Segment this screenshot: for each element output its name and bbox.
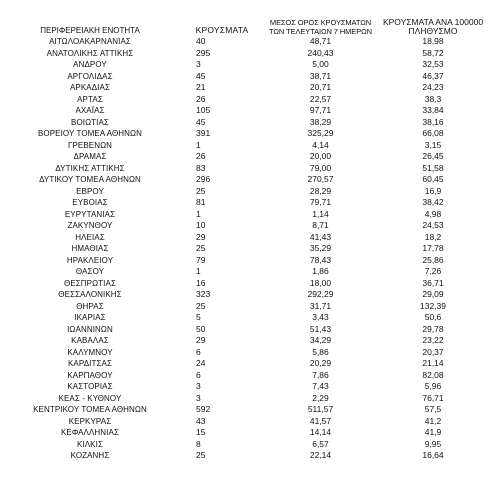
avg-cell: 7,43 — [312, 381, 329, 392]
per100k-cell: 41,9 — [424, 427, 442, 438]
per100k-cell: 17,78 — [422, 243, 444, 254]
cases-cell: 25 — [196, 185, 206, 196]
region-cell: ΔΡΑΜΑΣ — [73, 152, 107, 162]
region-cell: ΚΕΡΚΥΡΑΣ — [68, 416, 112, 426]
table-row — [2, 163, 491, 175]
header-region: ΠΕΡΙΦΕΡΕΙΑΚΗ ΕΝΟΤΗΤΑ — [40, 26, 140, 35]
avg-cell: 14,14 — [309, 427, 332, 438]
region-cell: ΙΚΑΡΙΑΣ — [74, 313, 106, 323]
table-row — [2, 381, 491, 393]
avg-cell: 18,00 — [309, 277, 332, 288]
cases-cell: 16 — [196, 277, 206, 288]
table-row — [2, 312, 491, 324]
header-cases: ΚΡΟΥΣΜΑΤΑ — [195, 25, 249, 35]
region-cell: ΘΕΣΠΡΩΤΙΑΣ — [64, 278, 116, 288]
table-row — [2, 243, 491, 255]
per100k-cell: 16,9 — [424, 185, 442, 196]
cases-cell: 1 — [196, 266, 201, 277]
cases-cell: 50 — [196, 323, 206, 334]
avg-cell: 41,57 — [309, 415, 332, 426]
avg-cell: 22,14 — [309, 450, 332, 461]
table-row — [2, 71, 491, 83]
avg-cell: 51,43 — [309, 323, 332, 334]
table-body — [2, 36, 491, 462]
avg-cell: 1,14 — [312, 208, 329, 219]
avg-cell: 270,57 — [307, 174, 334, 185]
region-cell: ΚΑΛΥΜΝΟΥ — [67, 347, 113, 357]
region-cell: ΒΟΡΕΙΟΥ ΤΟΜΕΑ ΑΘΗΝΩΝ — [37, 129, 143, 139]
table-row — [2, 48, 491, 60]
table-row — [2, 439, 491, 451]
per100k-cell: 25,86 — [422, 254, 444, 265]
region-cell: ΚΟΖΑΝΗΣ — [70, 451, 110, 461]
avg-cell: 5,00 — [312, 59, 329, 70]
table-row — [2, 174, 491, 186]
cases-cell: 25 — [196, 300, 206, 311]
per100k-cell: 18,2 — [424, 231, 442, 242]
cases-cell: 45 — [196, 116, 206, 127]
cases-cell: 25 — [196, 450, 206, 461]
region-cell: ΑΡΓΟΛΙΔΑΣ — [67, 71, 113, 81]
region-cell: ΗΡΑΚΛΕΙΟΥ — [66, 255, 114, 265]
table-row — [2, 266, 491, 278]
avg-cell: 292,29 — [307, 289, 334, 300]
header-cases-per-100k — [375, 6, 491, 36]
header-per100k-line2: ΠΛΗΘΥΣΜΟ — [408, 26, 458, 36]
table-row — [2, 197, 491, 209]
region-cell: ΑΙΤΩΛΟΑΚΑΡΝΑΝΙΑΣ — [49, 37, 131, 47]
cases-cell: 43 — [196, 415, 206, 426]
per100k-cell: 60,45 — [422, 174, 444, 185]
region-cell: ΔΥΤΙΚΟΥ ΤΟΜΕΑ ΑΘΗΝΩΝ — [39, 175, 141, 185]
covid-cases-table — [2, 6, 491, 462]
cases-cell: 81 — [196, 197, 206, 208]
header-per100k-line1: ΚΡΟΥΣΜΑΤΑ ΑΝΑ 100000 — [382, 17, 484, 27]
per100k-cell: 76,71 — [422, 392, 444, 403]
table-row — [2, 347, 491, 359]
header-7day-average — [266, 6, 375, 36]
region-cell: ΚΑΡΠΑΘΟΥ — [67, 370, 113, 380]
per100k-cell: 51,58 — [422, 162, 444, 173]
per100k-cell: 9,95 — [424, 438, 442, 449]
region-cell: ΑΝΔΡΟΥ — [73, 60, 107, 70]
region-cell: ΑΡΤΑΣ — [77, 94, 103, 104]
region-cell: ΚΙΛΚΙΣ — [76, 439, 103, 449]
per100k-cell: 38,3 — [424, 93, 442, 104]
per100k-cell: 82,08 — [422, 369, 444, 380]
cases-cell: 8 — [196, 438, 201, 449]
region-cell: ΘΑΣΟΥ — [75, 267, 105, 277]
region-cell: ΗΛΕΙΑΣ — [75, 232, 105, 242]
avg-cell: 34,29 — [309, 335, 332, 346]
region-cell: ΘΗΡΑΣ — [76, 301, 104, 311]
region-cell: ΚΑΒΑΛΑΣ — [71, 336, 109, 346]
avg-cell: 48,71 — [309, 36, 332, 47]
table-row — [2, 36, 491, 48]
cases-cell: 29 — [196, 335, 206, 346]
region-cell: ΖΑΚΥΝΘΟΥ — [67, 221, 113, 231]
region-cell: ΓΡΕΒΕΝΩΝ — [67, 140, 113, 150]
header-avg-line2: ΤΩΝ ΤΕΛΕΥΤΑΙΩΝ 7 ΗΜΕΡΩΝ — [269, 27, 372, 36]
cases-cell: 3 — [196, 392, 201, 403]
per100k-cell: 21,14 — [422, 358, 444, 369]
per100k-cell: 29,78 — [422, 323, 444, 334]
avg-cell: 325,29 — [307, 128, 334, 139]
avg-cell: 3,43 — [312, 312, 329, 323]
table-row — [2, 289, 491, 301]
region-cell: ΕΥΒΟΙΑΣ — [72, 198, 108, 208]
cases-cell: 40 — [196, 36, 206, 47]
avg-cell: 79,00 — [309, 162, 332, 173]
region-cell: ΒΟΙΩΤΙΑΣ — [71, 117, 109, 127]
per100k-cell: 38,16 — [422, 116, 444, 127]
region-cell: ΑΡΚΑΔΙΑΣ — [70, 83, 110, 93]
table-header-row — [2, 6, 491, 36]
region-cell: ΚΑΡΔΙΤΣΑΣ — [68, 359, 112, 369]
per100k-cell: 5,96 — [424, 381, 442, 392]
table-row — [2, 186, 491, 198]
cases-cell: 1 — [196, 208, 201, 219]
cases-cell: 3 — [196, 59, 201, 70]
cases-cell: 10 — [196, 220, 206, 231]
avg-cell: 22,57 — [309, 93, 332, 104]
region-cell: ΔΥΤΙΚΗΣ ΑΤΤΙΚΗΣ — [55, 163, 125, 173]
cases-cell: 296 — [196, 174, 211, 185]
per100k-cell: 57,5 — [424, 404, 442, 415]
header-avg-line1: ΜΕΣΟΣ ΟΡΟΣ ΚΡΟΥΣΜΑΤΩΝ — [269, 18, 372, 27]
avg-cell: 6,57 — [312, 438, 329, 449]
cases-cell: 592 — [196, 404, 211, 415]
per100k-cell: 132,39 — [420, 300, 446, 311]
cases-cell: 79 — [196, 254, 206, 265]
table-row — [2, 151, 491, 163]
per100k-cell: 38,42 — [422, 197, 444, 208]
table-row — [2, 128, 491, 140]
avg-cell: 1,86 — [312, 266, 329, 277]
table-row — [2, 255, 491, 267]
table-row — [2, 140, 491, 152]
region-cell: ΚΕΑΣ - ΚΥΘΝΟΥ — [58, 393, 122, 403]
avg-cell: 41,43 — [309, 231, 332, 242]
per100k-cell: 36,71 — [422, 277, 444, 288]
avg-cell: 4,14 — [312, 139, 329, 150]
per100k-cell: 7,26 — [424, 266, 442, 277]
per100k-cell: 41,2 — [424, 415, 442, 426]
per100k-cell: 66,08 — [422, 128, 444, 139]
per100k-cell: 32,53 — [422, 59, 444, 70]
per100k-cell: 18,98 — [422, 36, 444, 47]
cases-cell: 6 — [196, 369, 201, 380]
per100k-cell: 58,72 — [422, 47, 444, 58]
table-row — [2, 393, 491, 405]
per100k-cell: 20,37 — [422, 346, 444, 357]
table-row — [2, 404, 491, 416]
avg-cell: 97,71 — [309, 105, 332, 116]
avg-cell: 5,86 — [312, 346, 329, 357]
cases-cell: 29 — [196, 231, 206, 242]
table-row — [2, 209, 491, 221]
per100k-cell: 33,84 — [422, 105, 444, 116]
table-row — [2, 117, 491, 129]
table-row — [2, 335, 491, 347]
avg-cell: 20,29 — [309, 358, 332, 369]
region-cell: ΗΜΑΘΙΑΣ — [71, 244, 109, 254]
cases-cell: 295 — [196, 47, 211, 58]
per100k-cell: 26,45 — [422, 151, 444, 162]
per100k-cell: 24,53 — [422, 220, 444, 231]
cases-cell: 21 — [196, 82, 206, 93]
cases-cell: 391 — [196, 128, 211, 139]
cases-cell: 323 — [196, 289, 211, 300]
avg-cell: 2,29 — [312, 392, 329, 403]
avg-cell: 240,43 — [307, 47, 334, 58]
avg-cell: 28,29 — [309, 185, 332, 196]
table-row — [2, 59, 491, 71]
per100k-cell: 24,23 — [422, 82, 444, 93]
cases-cell: 45 — [196, 70, 206, 81]
cases-cell: 25 — [196, 243, 206, 254]
table-row — [2, 427, 491, 439]
table-row — [2, 370, 491, 382]
table-row — [2, 105, 491, 117]
per100k-cell: 3,15 — [424, 139, 442, 150]
region-cell: ΚΑΣΤΟΡΙΑΣ — [67, 382, 113, 392]
region-cell: ΑΝΑΤΟΛΙΚΗΣ ΑΤΤΙΚΗΣ — [46, 48, 134, 58]
per100k-cell: 50,6 — [424, 312, 442, 323]
avg-cell: 38,71 — [309, 70, 332, 81]
table-row — [2, 94, 491, 106]
avg-cell: 8,71 — [312, 220, 329, 231]
per100k-cell: 4,98 — [424, 208, 442, 219]
cases-cell: 26 — [196, 93, 206, 104]
cases-cell: 3 — [196, 381, 201, 392]
cases-cell: 6 — [196, 346, 201, 357]
region-cell: ΕΒΡΟΥ — [76, 186, 104, 196]
per100k-cell: 16,64 — [422, 450, 444, 461]
region-cell: ΚΕΝΤΡΙΚΟΥ ΤΟΜΕΑ ΑΘΗΝΩΝ — [33, 405, 147, 415]
avg-cell: 20,71 — [309, 82, 332, 93]
region-cell: ΕΥΡΥΤΑΝΙΑΣ — [64, 209, 116, 219]
per100k-cell: 46,37 — [422, 70, 444, 81]
avg-cell: 78,43 — [309, 254, 332, 265]
table-row — [2, 82, 491, 94]
table-row — [2, 232, 491, 244]
avg-cell: 20,00 — [309, 151, 332, 162]
table-row — [2, 220, 491, 232]
avg-cell: 7,86 — [312, 369, 329, 380]
per100k-cell: 23,22 — [422, 335, 444, 346]
table-row — [2, 450, 491, 462]
region-cell: ΑΧΑΪΑΣ — [75, 106, 105, 116]
table-row — [2, 358, 491, 370]
cases-cell: 24 — [196, 358, 206, 369]
table-row — [2, 416, 491, 428]
cases-cell: 5 — [196, 312, 201, 323]
table-row — [2, 278, 491, 290]
cases-cell: 15 — [196, 427, 206, 438]
region-cell: ΚΕΦΑΛΛΗΝΙΑΣ — [60, 428, 119, 438]
avg-cell: 79,71 — [309, 197, 332, 208]
cases-cell: 26 — [196, 151, 206, 162]
avg-cell: 511,57 — [307, 404, 334, 415]
table-row — [2, 301, 491, 313]
table-row — [2, 324, 491, 336]
avg-cell: 35,29 — [309, 243, 332, 254]
region-cell: ΙΩΑΝΝΙΝΩΝ — [67, 324, 113, 334]
avg-cell: 38,29 — [309, 116, 332, 127]
region-cell: ΘΕΣΣΑΛΟΝΙΚΗΣ — [58, 290, 122, 300]
cases-cell: 1 — [196, 139, 201, 150]
cases-cell: 83 — [196, 162, 206, 173]
avg-cell: 31,71 — [309, 300, 332, 311]
per100k-cell: 29,09 — [422, 289, 444, 300]
cases-cell: 105 — [196, 105, 211, 116]
